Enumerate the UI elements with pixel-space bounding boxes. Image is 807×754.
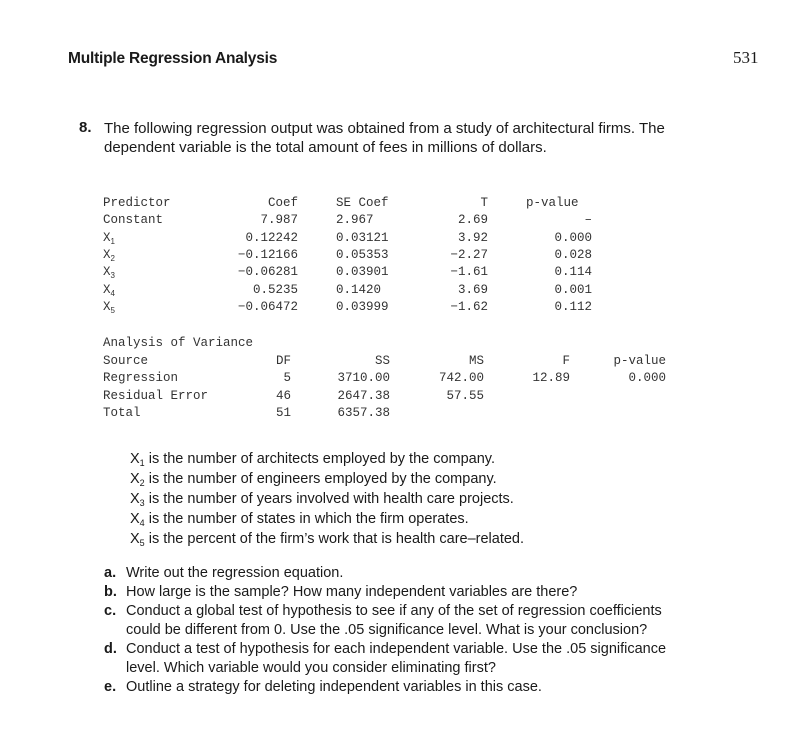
question-part-line: Outline a strategy for deleting independent variables in this case. bbox=[126, 679, 542, 695]
col-header-predictor: Predictor bbox=[103, 196, 171, 210]
anova-p-value-cell: 0.000 bbox=[628, 371, 666, 385]
question-part bbox=[104, 583, 774, 602]
predictor-subscript: 4 bbox=[110, 289, 115, 298]
question-part-text bbox=[126, 583, 577, 602]
predictor-cell bbox=[103, 248, 115, 262]
predictor-name: X bbox=[103, 265, 111, 279]
question-part-line: could be different from 0. Use the .05 significance level. What is your conclusion? bbox=[126, 622, 648, 638]
col-header-se-coef: SE Coef bbox=[336, 196, 389, 210]
page-number: 531 bbox=[733, 48, 759, 67]
definition-text: is the number of engineers employed by the company. bbox=[148, 471, 497, 487]
question-intro-line-1: The following regression output was obtained from a study of architectural firms. The bbox=[104, 120, 665, 137]
anova-ss-cell: 2647.38 bbox=[337, 389, 390, 403]
definition-text: is the number of architects employed by the company. bbox=[148, 451, 496, 467]
question-part-text bbox=[126, 678, 542, 697]
t-cell: 3.69 bbox=[457, 283, 488, 297]
definition-line bbox=[130, 490, 524, 510]
question-part bbox=[104, 640, 774, 678]
predictor-subscript: 1 bbox=[110, 237, 115, 246]
definition-subscript: 3 bbox=[139, 498, 145, 508]
definition-line bbox=[130, 470, 524, 490]
definition-variable: X bbox=[130, 451, 140, 467]
question-part-line: Conduct a global test of hypothesis to see if any of the set of regression coefficients bbox=[126, 603, 662, 619]
question-part bbox=[104, 602, 774, 640]
question-part-label: e. bbox=[104, 679, 117, 695]
predictor-cell bbox=[103, 231, 115, 245]
question-part-text bbox=[126, 640, 666, 678]
question-part-label: d. bbox=[104, 641, 117, 657]
coef-cell: 0.5235 bbox=[252, 283, 298, 297]
anova-ms-cell: 57.55 bbox=[446, 389, 484, 403]
question-part-text bbox=[126, 602, 662, 640]
coef-cell: 7.987 bbox=[260, 213, 298, 227]
anova-f-cell: 12.89 bbox=[532, 371, 570, 385]
se-coef-cell: 2.967 bbox=[336, 213, 374, 227]
question-number: 8. bbox=[79, 119, 92, 136]
definition-text: is the number of years involved with health care projects. bbox=[148, 491, 514, 507]
definition-variable: X bbox=[130, 511, 140, 527]
question-part-text bbox=[126, 564, 343, 583]
definition-line bbox=[130, 530, 524, 550]
predictor-name: X bbox=[103, 300, 111, 314]
definition-variable: X bbox=[130, 471, 140, 487]
predictor-cell bbox=[103, 213, 163, 227]
anova-ms-cell: 742.00 bbox=[438, 371, 484, 385]
question-part-line: Write out the regression equation. bbox=[126, 565, 344, 581]
t-cell: −2.27 bbox=[450, 248, 488, 262]
anova-df-cell: 5 bbox=[283, 371, 291, 385]
se-coef-cell: 0.03901 bbox=[336, 265, 389, 279]
se-coef-cell: 0.1420 bbox=[336, 283, 382, 297]
predictor-name: Constant bbox=[103, 213, 164, 227]
definition-subscript: 4 bbox=[139, 518, 145, 528]
definition-text: is the percent of the firm’s work that is health care–related. bbox=[148, 531, 525, 547]
question-part-line: How large is the sample? How many independent variables are there? bbox=[126, 584, 578, 600]
anova-col-df: DF bbox=[275, 354, 291, 368]
anova-df-cell: 51 bbox=[275, 406, 291, 420]
p-value-cell: 0.112 bbox=[554, 300, 592, 314]
col-header-t: T bbox=[480, 196, 488, 210]
t-cell: 2.69 bbox=[457, 213, 488, 227]
question-part bbox=[104, 678, 774, 697]
coef-cell: −0.12166 bbox=[237, 248, 298, 262]
definition-line bbox=[130, 450, 524, 470]
predictor-cell bbox=[103, 283, 115, 297]
predictor-subscript: 5 bbox=[110, 306, 115, 315]
p-value-cell: 0.114 bbox=[554, 265, 592, 279]
t-cell: −1.62 bbox=[450, 300, 488, 314]
col-header-coef: Coef bbox=[267, 196, 298, 210]
anova-title: Analysis of Variance bbox=[103, 336, 254, 350]
definition-subscript: 5 bbox=[139, 538, 145, 548]
coef-cell: −0.06281 bbox=[237, 265, 298, 279]
predictor-cell bbox=[103, 300, 115, 314]
question-part-label: a. bbox=[104, 565, 117, 581]
anova-col-f: F bbox=[562, 354, 570, 368]
anova-col-source: Source bbox=[103, 354, 149, 368]
coef-cell: −0.06472 bbox=[237, 300, 298, 314]
p-value-cell: – bbox=[584, 213, 592, 227]
anova-ss-cell: 6357.38 bbox=[337, 406, 390, 420]
anova-source-cell: Regression bbox=[103, 371, 179, 385]
definition-variable: X bbox=[130, 491, 140, 507]
p-value-cell: 0.000 bbox=[554, 231, 592, 245]
question-part bbox=[104, 564, 774, 583]
p-value-cell: 0.001 bbox=[554, 283, 592, 297]
anova-col-p-value: p-value bbox=[613, 354, 666, 368]
se-coef-cell: 0.03121 bbox=[336, 231, 389, 245]
anova-col-ms: MS bbox=[468, 354, 484, 368]
p-value-cell: 0.028 bbox=[554, 248, 592, 262]
predictor-name: X bbox=[103, 248, 111, 262]
variable-definitions bbox=[130, 450, 524, 550]
question-part-line: Conduct a test of hypothesis for each independent variable. Use the .05 significance bbox=[126, 641, 667, 657]
se-coef-cell: 0.05353 bbox=[336, 248, 389, 262]
t-cell: 3.92 bbox=[457, 231, 488, 245]
definition-subscript: 1 bbox=[139, 458, 145, 468]
anova-df-cell: 46 bbox=[275, 389, 291, 403]
anova-source-cell: Residual Error bbox=[103, 389, 209, 403]
predictor-subscript: 2 bbox=[110, 254, 115, 263]
question-part-line: level. Which variable would you consider eliminating first? bbox=[126, 660, 496, 676]
definition-line bbox=[130, 510, 524, 530]
se-coef-cell: 0.03999 bbox=[336, 300, 389, 314]
predictor-name: X bbox=[103, 231, 111, 245]
running-header-title: Multiple Regression Analysis bbox=[68, 50, 278, 67]
definition-text: is the number of states in which the firm operates. bbox=[148, 511, 469, 527]
coef-cell: 0.12242 bbox=[245, 231, 298, 245]
question-intro-line-2: dependent variable is the total amount of fees in millions of dollars. bbox=[104, 139, 547, 156]
t-cell: −1.61 bbox=[450, 265, 488, 279]
anova-col-ss: SS bbox=[374, 354, 390, 368]
definition-variable: X bbox=[130, 531, 140, 547]
anova-source-cell: Total bbox=[103, 406, 141, 420]
definition-subscript: 2 bbox=[139, 478, 145, 488]
question-part-label: c. bbox=[104, 603, 117, 619]
predictor-cell bbox=[103, 265, 115, 279]
anova-ss-cell: 3710.00 bbox=[337, 371, 390, 385]
col-header-p-value: p-value bbox=[526, 196, 579, 210]
question-part-label: b. bbox=[104, 584, 117, 600]
question-intro bbox=[104, 119, 774, 157]
predictor-name: X bbox=[103, 283, 111, 297]
predictor-subscript: 3 bbox=[110, 271, 115, 280]
